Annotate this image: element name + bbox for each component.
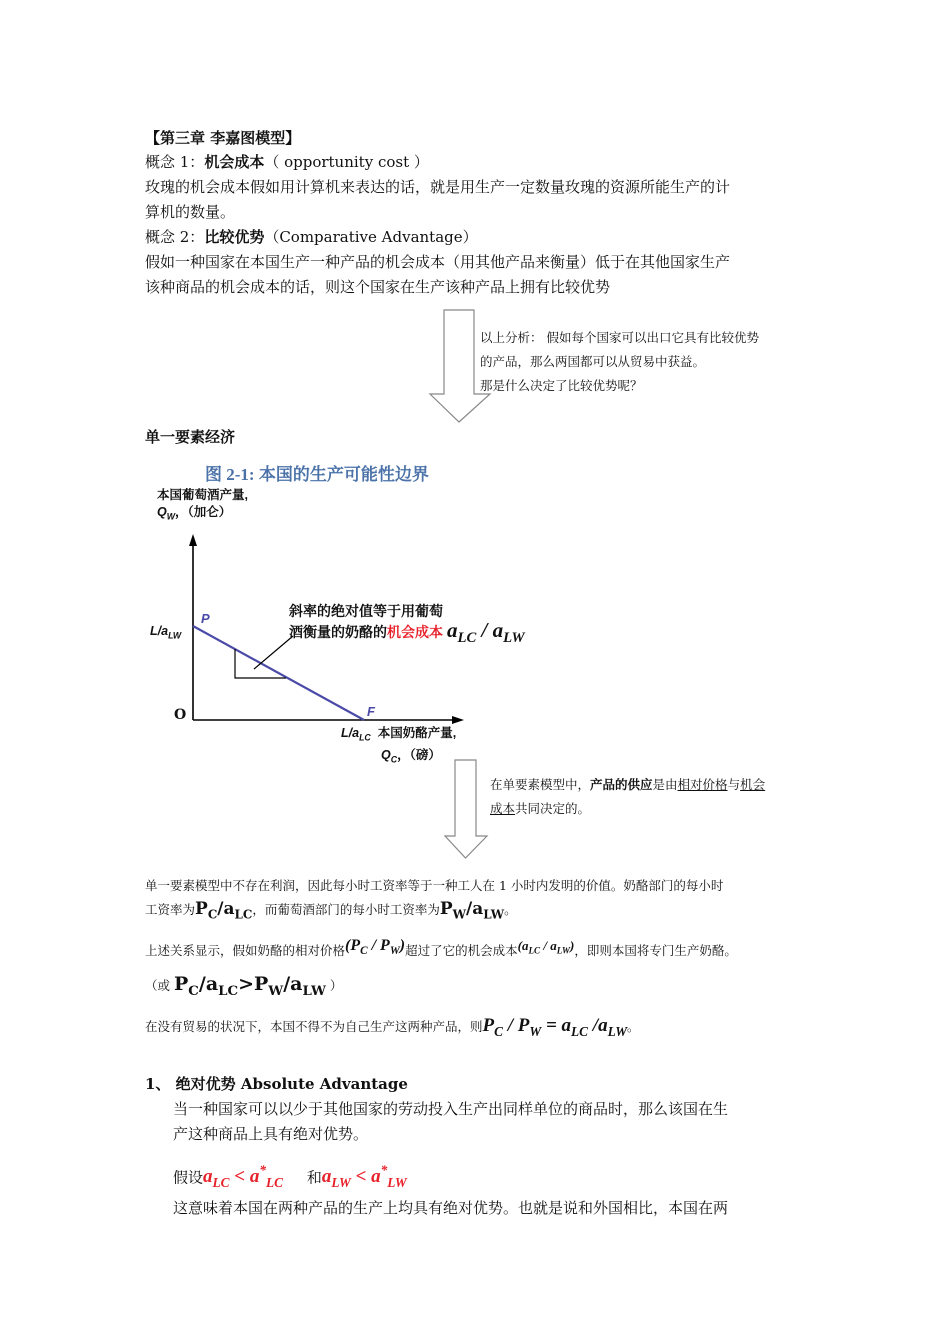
arrow-1-note-line: 的产品，那么两国都可以从贸易中获益。: [480, 354, 706, 369]
slope-annotation: [289, 602, 525, 648]
down-arrow-icon: [443, 758, 489, 860]
concept-2-term: 比较优势: [204, 228, 265, 246]
concept-1-prefix: 概念 1：: [145, 153, 205, 171]
relative-price-para: 上述关系显示，假如奶酪的相对价格$(P_C / P_W)$超过了它的机会成本$(a_{LC} / a_{LW})$，即则本国将专门生产奶酪。: [145, 937, 737, 958]
wage-para-line-2: 工资率为$P_C/a_{LC}$，而葡萄酒部门的每小时工资率为$P_W/a_{LW}$。: [145, 899, 517, 922]
concept-2-def-line-2: 该种商品的机会成本的话，则这个国家在生产该种产品上拥有比较优势: [145, 278, 611, 296]
y-axis-arrowhead: [189, 534, 197, 546]
origin-label: O: [174, 707, 187, 723]
assumption-line: 假设$a_{LC} < a^*_{LC}$ 和$a_{LW} < a^*_{LW}$: [173, 1163, 407, 1191]
or-formula-line: （或 $P_C/a_{LC}>P_W/a_{LW}$ ）: [145, 973, 343, 999]
arrow-2-note-line-1: 在单要素模型中，产品的供应是由相对价格与机会: [490, 777, 766, 792]
concept-1-def-line-1: 玫瑰的机会成本假如用计算机来表达的话，就是用生产一定数量玫瑰的资源所能生产的计: [145, 178, 731, 196]
wage-para-line-1: 单一要素模型中不存在利润，因此每小时工资率等于一种工人在 1 小时内发明的价值。奶酪部门的每小时: [145, 878, 724, 893]
x-label-var: $Q_C$，（磅）: [381, 747, 441, 764]
concept-1-term: 机会成本: [204, 153, 265, 171]
annotation-line-2: 酒衡量的奶酪的机会成本 $a_{LC} / a_{LW}$: [289, 618, 525, 647]
arrow-1-note: [480, 326, 759, 398]
point-p-label: P: [201, 611, 210, 626]
concept-1-line: [145, 150, 429, 175]
no-trade-para: 在没有贸易的状况下，本国不得不为自己生产这两种产品，则$P_C / P_W = a_{LC}$ $/a_{LW}$。: [145, 1015, 640, 1039]
concept-1-def-line-2: 算机的数量。: [145, 203, 236, 221]
arrow-2-note-line-2: 成本共同决定的。: [490, 801, 591, 816]
y-label-var: $Q_W$，（加仑）: [157, 505, 232, 522]
arrow-1-note-line: 以上分析： 假如每个国家可以出口它具有比较优势: [480, 330, 759, 345]
arrow-1-note-line: 那是什么决定了比较优势呢？: [480, 378, 643, 393]
section-single-factor: 单一要素经济: [145, 428, 236, 446]
point-f-label: F: [367, 704, 375, 719]
concept-2-line: [145, 225, 478, 250]
abs-def-line-2: 产这种商品上具有绝对优势。: [173, 1125, 369, 1143]
concept-2-prefix: 概念 2：: [145, 228, 205, 246]
annotation-pointer: [254, 636, 293, 669]
concept-1-en: （ opportunity cost ）: [264, 153, 429, 171]
x-intercept-row: $L/a_{LC}$ 本国奶酪产量,: [341, 726, 457, 743]
y-intercept-label: $L/a_{LW}$: [150, 624, 182, 641]
figure-title: 图 2-1: 本国的生产可能性边界: [205, 465, 429, 484]
arrow-2-note: [490, 773, 765, 821]
annotation-line-1: 斜率的绝对值等于用葡萄: [289, 603, 443, 619]
abs-def-line-1: 当一种国家可以以少于其他国家的劳动投入生产出同样单位的商品时，那么该国在生: [173, 1100, 729, 1118]
concept-2-def-line-1: 假如一种国家在本国生产一种产品的机会成本（用其他产品来衡量）低于在其他国家生产: [145, 253, 731, 271]
x-axis-arrowhead: [452, 716, 464, 724]
x-axis-label: [341, 725, 456, 768]
y-label-text: 本国葡萄酒产量,: [157, 488, 248, 502]
last-line: 这意味着本国在两种产品的生产上均具有绝对优势。也就是说和外国相比，本国在两: [173, 1199, 729, 1217]
section-absolute-advantage: 1、 绝对优势 Absolute Advantage: [145, 1075, 408, 1093]
concept-2-en: （Comparative Advantage）: [264, 228, 478, 246]
chapter-heading: 【第三章 李嘉图模型】: [145, 129, 301, 147]
